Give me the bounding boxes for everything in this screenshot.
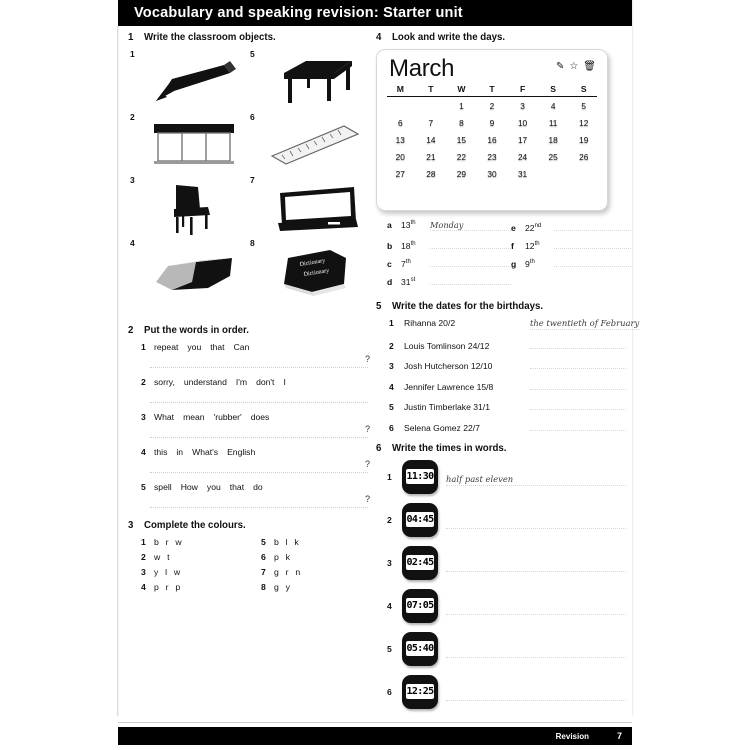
item-number: 3	[141, 412, 146, 422]
picture-index: 1	[130, 49, 135, 59]
item-letter: d	[387, 277, 393, 287]
item-number: 6	[387, 686, 392, 697]
exercise-2-title: Put the words in order.	[144, 325, 249, 336]
colour-word-gapped: y l w	[154, 567, 183, 577]
colour-word-gapped: p k	[274, 552, 293, 562]
word-order-item	[128, 377, 368, 403]
picture-index: 6	[250, 112, 255, 122]
window-icon	[146, 118, 246, 172]
item-number: 5	[261, 537, 266, 547]
answer-blank[interactable]: Monday	[430, 220, 511, 231]
exercise-3-title: Complete the colours.	[144, 520, 246, 531]
calendar-weekday: W	[457, 84, 466, 94]
birthday-item	[389, 337, 626, 351]
calendar-weekday: T	[489, 84, 495, 94]
day-answer-item	[511, 256, 631, 269]
calendar-day-cell[interactable]: 22	[456, 152, 467, 162]
colour-item[interactable]	[261, 582, 381, 592]
calendar-day-cell[interactable]: 26	[579, 152, 589, 162]
word-token: in	[176, 447, 184, 457]
birthday-item	[389, 357, 626, 371]
exercise-3	[128, 520, 368, 592]
chair-icon	[146, 181, 246, 235]
picture-index: 8	[250, 238, 255, 248]
item-number: 4	[141, 582, 146, 592]
colour-word-gapped: g r n	[274, 567, 303, 577]
word-token: you	[187, 342, 202, 352]
item-letter: b	[387, 241, 393, 251]
colour-word-gapped: g y	[274, 582, 293, 592]
answer-blank[interactable]	[446, 559, 626, 572]
pencil-icon	[146, 55, 246, 109]
item-letter: f	[511, 241, 514, 251]
page-header	[118, 0, 632, 26]
item-number: 1	[387, 471, 392, 482]
picture-index: 2	[130, 112, 135, 122]
item-number: 2	[389, 340, 394, 351]
digital-clock-icon	[402, 589, 438, 623]
eraser-icon	[146, 244, 246, 298]
word-token: that	[229, 482, 245, 492]
question-mark: ?	[364, 424, 370, 434]
word-order-row	[128, 412, 368, 422]
calendar-day-cell[interactable]: 5	[581, 101, 587, 111]
item-letter: e	[511, 223, 516, 233]
word-token: this	[154, 447, 168, 457]
picture-item	[128, 112, 248, 175]
calendar-day-cell[interactable]: 21	[426, 152, 436, 162]
clock-time-display: 04:45	[406, 514, 434, 525]
svg-text:Dictionary: Dictionary	[299, 258, 326, 268]
item-number: 7	[261, 567, 266, 577]
ordinal-date: 7th	[401, 259, 411, 269]
word-token: repeat	[154, 342, 179, 352]
picture-index: 4	[130, 238, 135, 248]
birthday-name-date: Jennifer Lawrence 15/8	[404, 381, 494, 392]
word-order-row	[128, 342, 368, 352]
answer-blank[interactable]	[554, 256, 631, 267]
calendar-weekday: S	[580, 84, 587, 94]
colour-item[interactable]	[261, 567, 381, 577]
exercise-4-title: Look and write the days.	[392, 32, 506, 43]
word-token: understand	[183, 377, 227, 387]
item-number: 3	[389, 361, 394, 371]
clock-item	[387, 589, 626, 623]
calendar-day-cell[interactable]: 19	[579, 135, 589, 145]
page-edge-right	[632, 0, 634, 716]
calendar-day-cell[interactable]: 4	[550, 101, 556, 111]
word-order-item	[128, 342, 368, 368]
item-number: 2	[141, 552, 146, 562]
item-number: 3	[141, 567, 146, 577]
page-footer	[118, 727, 632, 745]
exercise-6-number: 6	[376, 442, 382, 454]
calendar-blank-cell	[416, 101, 447, 111]
question-mark: ?	[364, 354, 370, 364]
answer-blank[interactable]	[430, 274, 511, 285]
birthday-item	[389, 419, 626, 433]
digital-clock-icon	[402, 546, 438, 580]
scrambled-words	[154, 447, 255, 457]
clock-item	[387, 460, 626, 494]
footer-divider	[118, 722, 632, 723]
footer-page-number: 7	[616, 731, 622, 741]
word-token: 'rubber'	[213, 412, 242, 422]
word-token: Can	[233, 342, 250, 352]
ordinal-date: 9th	[525, 259, 535, 269]
calendar-day-cell[interactable]: 8	[459, 118, 464, 128]
word-order-row	[128, 377, 368, 387]
exercise-6-heading	[376, 443, 626, 454]
exercise-4-heading	[376, 32, 626, 43]
item-letter: c	[387, 259, 392, 269]
exercise-3-number: 3	[128, 520, 134, 531]
classroom-object-grid	[128, 49, 368, 301]
calendar-widget	[376, 49, 608, 211]
item-letter: a	[387, 220, 392, 230]
item-number: 5	[141, 482, 146, 492]
item-number: 6	[261, 552, 266, 562]
answer-blank[interactable]: the twentieth of February	[530, 318, 640, 328]
calendar-day-cell[interactable]: 3	[520, 101, 525, 111]
dictionary-icon	[266, 244, 366, 298]
question-mark: ?	[364, 459, 370, 469]
birthday-item	[389, 318, 640, 330]
footer-label: Revision	[555, 731, 589, 741]
item-number: 5	[387, 643, 392, 654]
calendar-day-cell[interactable]: 15	[456, 135, 467, 145]
word-token: that	[210, 342, 225, 352]
word-token: What's	[192, 447, 219, 457]
calendar-day-cell[interactable]: 30	[487, 169, 497, 179]
days-answer-list	[376, 220, 626, 287]
answer-line[interactable]	[150, 426, 368, 438]
answer-blank[interactable]	[430, 256, 511, 267]
picture-index: 7	[250, 175, 255, 185]
calendar-actions	[556, 57, 596, 72]
answer-line[interactable]	[150, 461, 368, 473]
scrambled-words	[154, 342, 249, 352]
ordinal-date: 18th	[401, 241, 416, 251]
word-token: spell	[154, 482, 172, 492]
exercise-3-heading	[128, 520, 368, 531]
item-number: 3	[387, 557, 392, 568]
birthday-name-date: Justin Timberlake 31/1	[404, 402, 490, 412]
answer-blank[interactable]: half past eleven	[446, 473, 626, 486]
answer-blank[interactable]	[446, 688, 626, 701]
day-answer-item	[511, 220, 631, 233]
word-token: How	[180, 482, 198, 492]
day-answer-item	[511, 238, 631, 251]
calendar-day-cell[interactable]: 28	[426, 169, 436, 179]
exercise-2-number: 2	[128, 325, 134, 336]
colour-item[interactable]	[141, 582, 261, 592]
picture-item	[128, 238, 248, 301]
item-number: 4	[389, 381, 394, 392]
calendar-day-cell[interactable]: 12	[579, 118, 589, 128]
calendar-day-cell[interactable]: 6	[397, 118, 403, 128]
answer-blank[interactable]	[530, 337, 626, 349]
item-number: 8	[261, 582, 266, 592]
answer-blank[interactable]	[446, 645, 626, 658]
clock-item	[387, 503, 626, 537]
word-order-row	[128, 482, 368, 492]
scrambled-words	[154, 482, 263, 492]
word-token: I'm	[235, 377, 248, 387]
word-order-list	[128, 342, 368, 508]
calendar-day-cell[interactable]: 29	[456, 169, 467, 179]
exercise-6	[376, 443, 626, 709]
calendar-day-cell[interactable]: 2	[489, 101, 495, 111]
answer-blank[interactable]	[446, 602, 626, 615]
calendar-blank-cell	[385, 101, 416, 111]
word-order-row	[128, 447, 368, 457]
colour-grid	[128, 537, 368, 592]
answer-line[interactable]	[150, 356, 368, 368]
ordinal-date: 31st	[401, 277, 416, 287]
answer-line[interactable]	[150, 496, 368, 508]
answer-blank[interactable]	[554, 238, 631, 249]
day-answer-item	[387, 274, 511, 287]
item-number: 2	[387, 514, 392, 525]
calendar-day-cell[interactable]: 20	[395, 152, 405, 162]
exercise-5-number: 5	[376, 301, 382, 312]
word-token: do	[253, 482, 263, 492]
exercise-1-number: 1	[128, 32, 134, 43]
calendar-day-cell[interactable]: 9	[489, 118, 495, 128]
exercise-5	[376, 301, 640, 433]
day-answer-item	[387, 256, 511, 269]
word-token: I	[283, 377, 286, 387]
calendar-day-cell[interactable]: 16	[487, 135, 497, 145]
birthday-name-date: Rihanna 20/2	[404, 318, 456, 328]
item-number: 5	[389, 402, 394, 412]
birthday-name-date: Selena Gomez 22/7	[404, 422, 480, 433]
calendar-weekday: F	[519, 84, 526, 94]
digital-clock-icon	[402, 675, 438, 709]
exercise-1-title: Write the classroom objects.	[144, 32, 276, 43]
page-edge-left	[117, 26, 119, 716]
exercise-6-title: Write the times in words.	[392, 442, 507, 454]
word-token: What	[154, 412, 175, 422]
word-order-item	[128, 447, 368, 473]
item-number: 2	[141, 377, 146, 387]
exercise-1	[128, 32, 368, 301]
digital-clock-icon	[402, 632, 438, 666]
word-token: does	[250, 412, 270, 422]
clock-item	[387, 546, 626, 580]
calendar-day-cell[interactable]: 11	[548, 118, 558, 128]
digital-clock-icon	[402, 460, 438, 494]
clock-item	[387, 675, 626, 709]
clock-time-display: 02:45	[406, 557, 434, 568]
answer-line[interactable]	[150, 391, 368, 403]
calendar-day-grid	[377, 97, 607, 179]
picture-item	[248, 112, 368, 175]
table-icon	[266, 55, 366, 109]
colour-item[interactable]	[141, 552, 261, 562]
calendar-day-cell[interactable]: 1	[459, 101, 464, 111]
answer-blank[interactable]	[530, 378, 626, 390]
day-answer-item	[387, 220, 511, 233]
calendar-day-cell[interactable]: 14	[426, 135, 436, 145]
calendar-weekday: M	[396, 84, 404, 94]
exercise-2	[128, 325, 368, 508]
right-column	[376, 32, 640, 718]
word-token: you	[206, 482, 221, 492]
birthday-item	[389, 398, 626, 412]
calendar-day-cell[interactable]: 18	[548, 135, 558, 145]
clock-list	[376, 460, 626, 709]
ordinal-date: 13th	[401, 220, 416, 230]
answer-blank[interactable]	[554, 220, 631, 231]
ordinal-date: 12th	[525, 241, 540, 251]
exercise-2-heading	[128, 325, 368, 336]
word-token: sorry,	[154, 377, 175, 387]
colour-word-gapped: p r p	[154, 582, 183, 592]
calendar-day-cell[interactable]: 31	[517, 169, 528, 179]
word-token: don't	[256, 377, 275, 387]
colour-item[interactable]	[141, 567, 261, 577]
item-number: 4	[141, 447, 146, 457]
calendar-header	[377, 50, 607, 81]
scrambled-words	[154, 412, 269, 422]
colour-item[interactable]	[261, 537, 381, 547]
day-answer-item	[387, 238, 511, 251]
calendar-month-label: March	[389, 55, 455, 82]
ruler-icon	[266, 118, 366, 172]
word-order-item	[128, 482, 368, 508]
answer-blank[interactable]	[446, 516, 626, 529]
answer-blank[interactable]	[430, 238, 511, 249]
star-icon[interactable]: ☆	[569, 61, 579, 72]
calendar-day-cell[interactable]: 24	[517, 152, 528, 162]
calendar-day-cell[interactable]: 10	[517, 118, 528, 128]
exercise-5-heading	[376, 301, 626, 312]
picture-item	[248, 49, 368, 112]
birthday-list	[376, 318, 640, 433]
answer-blank[interactable]	[530, 398, 626, 410]
calendar-day-cell[interactable]: 17	[517, 135, 528, 145]
clock-item	[387, 632, 626, 666]
pencil-icon[interactable]: ✎	[555, 61, 565, 72]
clock-time-display: 05:40	[406, 643, 434, 654]
colour-word-gapped: b l k	[274, 537, 301, 547]
item-number: 1	[141, 537, 146, 547]
birthday-name-date: Josh Hutcherson 12/10	[404, 361, 493, 371]
calendar-day-cell[interactable]: 23	[487, 152, 497, 162]
clock-time-display: 12:25	[406, 686, 434, 697]
birthday-name-date: Louis Tomlinson 24/12	[404, 340, 490, 351]
picture-item	[248, 175, 368, 238]
exercise-1-heading	[128, 32, 368, 43]
colour-word-gapped: w t	[154, 552, 172, 562]
picture-item	[128, 49, 248, 112]
calendar-day-cell[interactable]: 27	[395, 169, 405, 179]
item-number: 4	[387, 600, 392, 611]
colour-item[interactable]	[141, 537, 261, 547]
item-number: 1	[141, 342, 146, 352]
word-token: English	[227, 447, 256, 457]
answer-blank[interactable]	[530, 357, 626, 369]
picture-item	[128, 175, 248, 238]
calendar-weekday: T	[428, 84, 434, 94]
item-number: 6	[389, 422, 394, 433]
colour-word-gapped: b r w	[154, 537, 184, 547]
question-mark: ?	[364, 494, 370, 504]
picture-index: 3	[130, 175, 135, 185]
digital-clock-icon	[402, 503, 438, 537]
exercise-4	[376, 32, 626, 287]
item-number: 1	[389, 318, 394, 328]
picture-index: 5	[250, 49, 255, 59]
item-letter: g	[511, 259, 517, 269]
scrambled-words	[154, 377, 286, 387]
word-order-item	[128, 412, 368, 438]
exercise-5-title: Write the dates for the birthdays.	[392, 301, 544, 312]
picture-item	[248, 238, 368, 301]
calendar-day-cell[interactable]: 13	[395, 135, 405, 145]
colour-item[interactable]	[261, 552, 381, 562]
calendar-day-cell[interactable]: 7	[428, 118, 434, 128]
svg-text:Dictionary: Dictionary	[303, 268, 330, 278]
exercise-4-number: 4	[376, 32, 382, 43]
whiteboard-icon	[266, 181, 366, 235]
left-column	[128, 32, 368, 592]
calendar-day-cell[interactable]: 25	[548, 152, 558, 162]
birthday-item	[389, 378, 626, 392]
ordinal-date: 22nd	[525, 223, 542, 233]
answer-blank[interactable]	[530, 419, 626, 431]
calendar-weekday-row	[377, 81, 607, 94]
clock-time-display: 07:05	[406, 600, 434, 611]
calendar-weekday: S	[550, 84, 556, 94]
trash-icon[interactable]: 🗑	[583, 61, 596, 72]
clock-time-display: 11:30	[406, 471, 434, 482]
page-title: Vocabulary and speaking revision: Starter unit	[134, 5, 463, 21]
word-token: mean	[183, 412, 205, 422]
